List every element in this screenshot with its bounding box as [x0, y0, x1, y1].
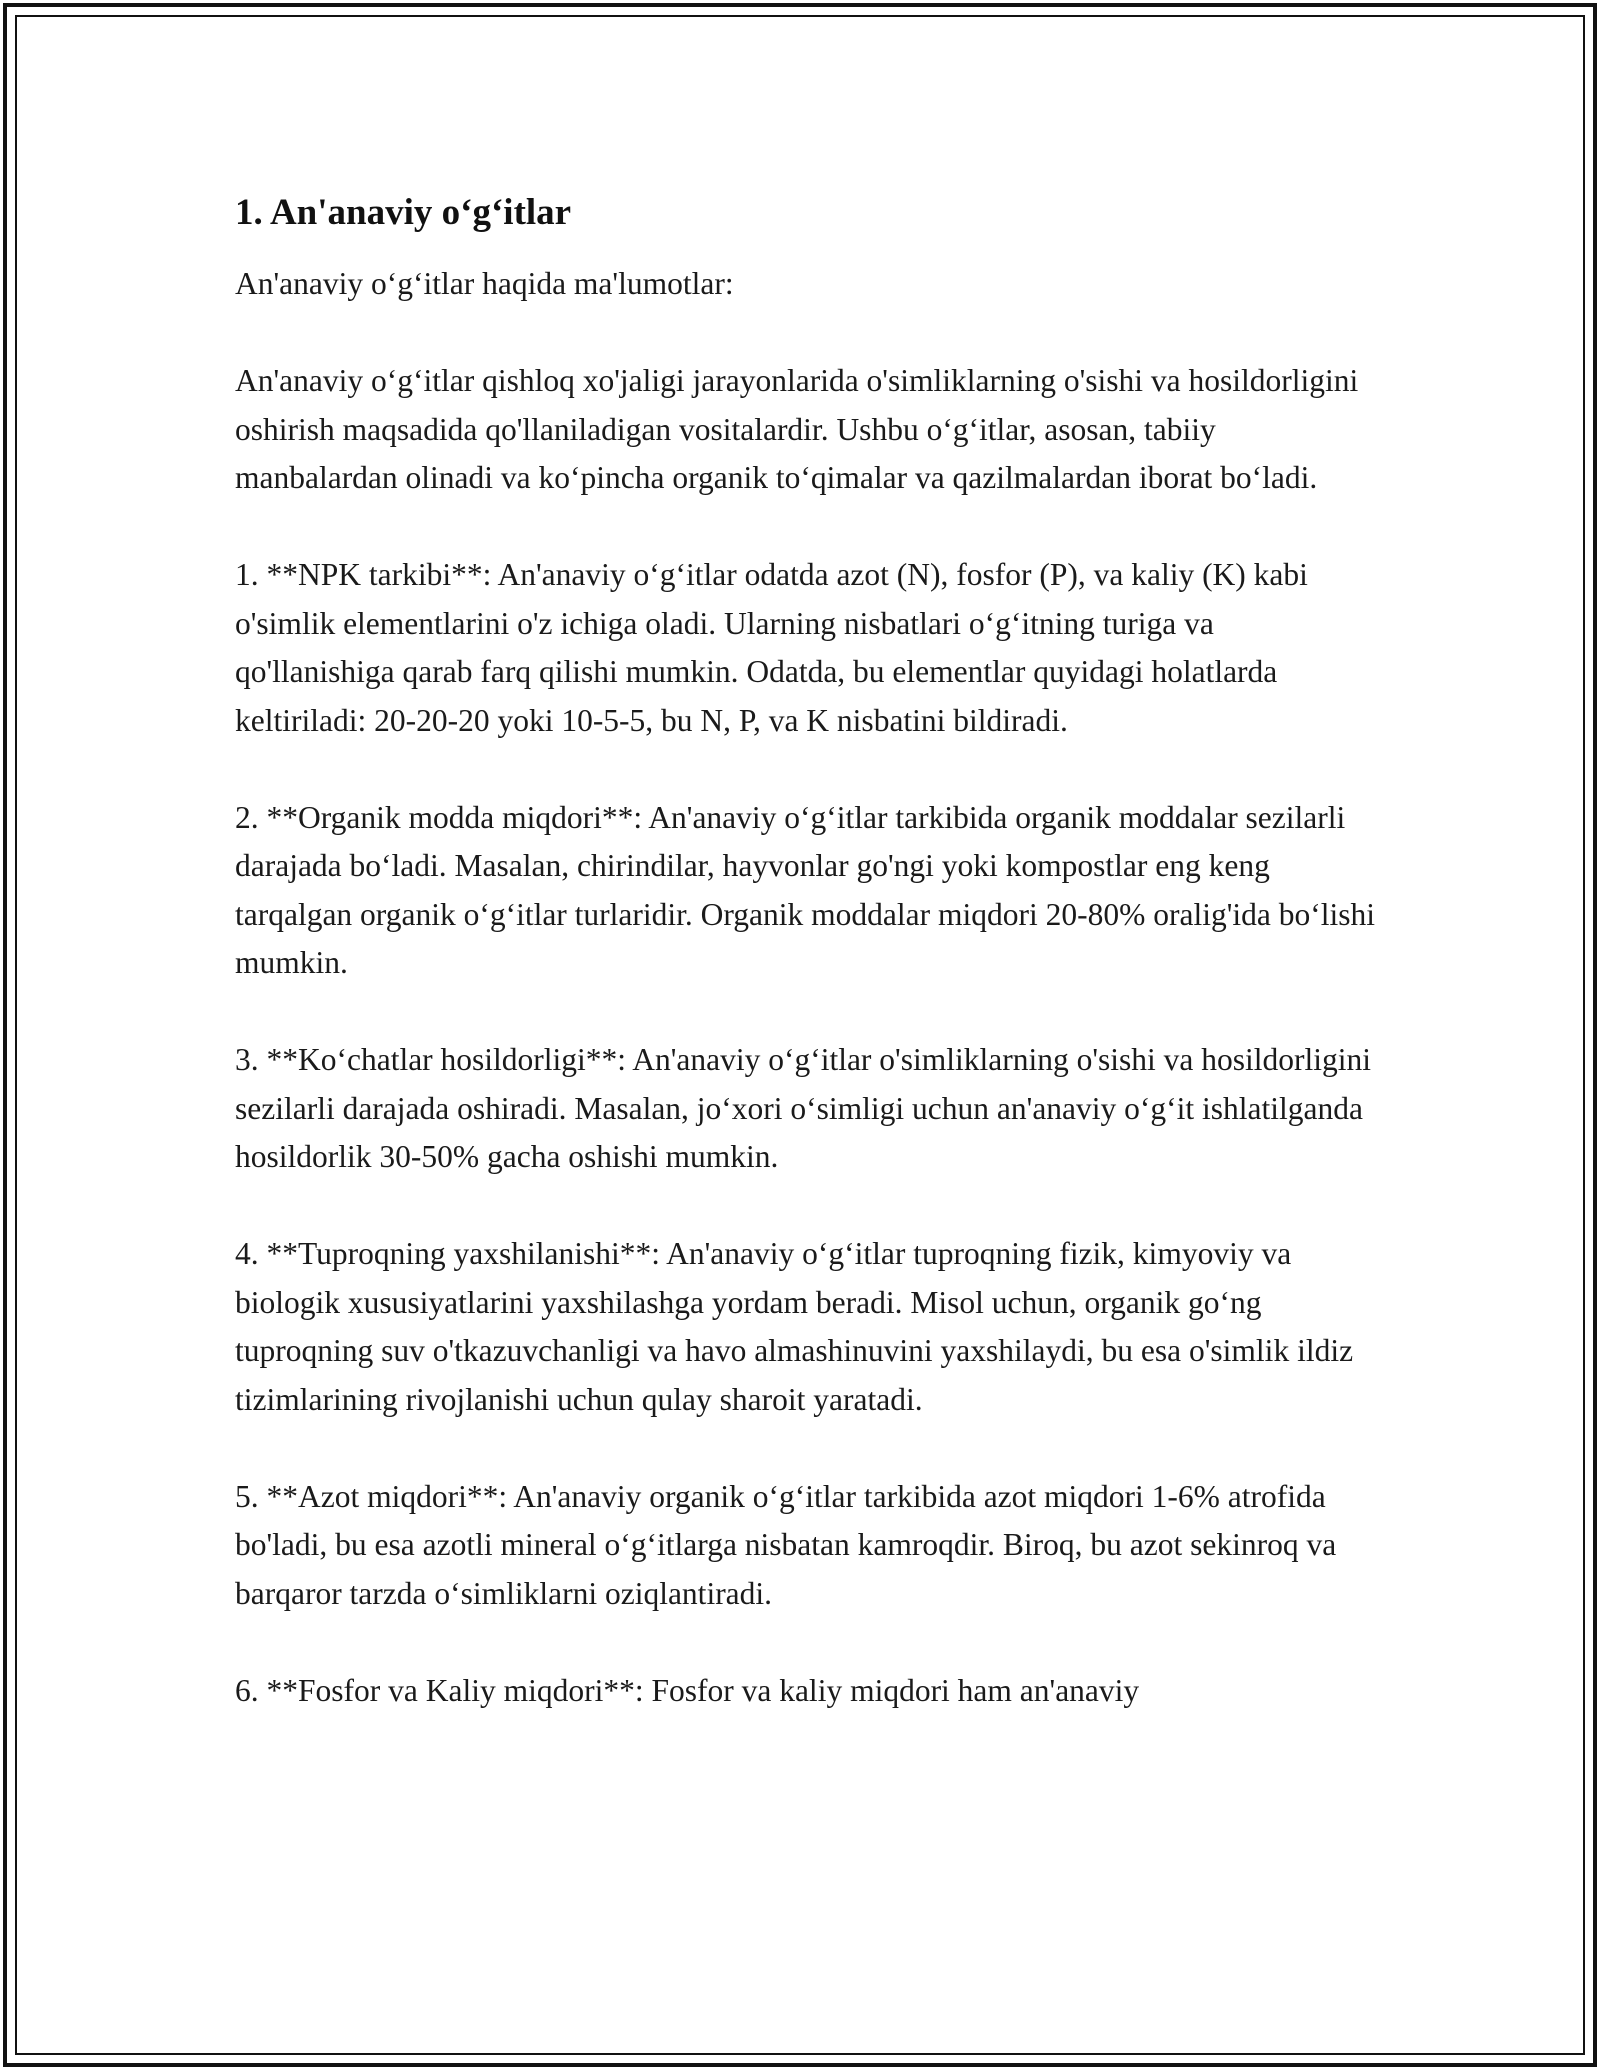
paragraph-npk: 1. **NPK tarkibi**: An'anaviy o‘g‘itlar odatda azot (N), fosfor (P), va kaliy (K) kabi o'simlik elementlarini o'z ichiga oladi. Ularning nisbatlari o‘g‘itning turiga va qo'llanishiga qarab farq qilishi mumkin. Odatda, bu elementlar quyidagi holatlarda keltiriladi: 20-20-20 yoki 10-5-5, bu N, P, va K nisbatini bildiradi. [235, 557, 1308, 738]
paragraph-organic-matter: 2. **Organik modda miqdori**: An'anaviy o‘g‘itlar tarkibida organik moddalar sezilarli darajada bo‘ladi. Masalan, chirindilar, hayvonlar go'ngi yoki kompostlar eng keng tarqalgan organik o‘g‘itlar turlaridir. Organik moddalar miqdori 20-80% oralig'ida bo‘lishi mumkin. [235, 799, 1375, 980]
document-page [235, 188, 1375, 1764]
paragraph-nitrogen: 5. **Azot miqdori**: An'anaviy organik o‘g‘itlar tarkibida azot miqdori 1-6% atrofida bo'ladi, bu esa azotli mineral o‘g‘itlarga nisbatan kamroqdir. Biroq, bu azot sekinroq va barqaror tarzda o‘simliklarni oziqlantiradi. [235, 1478, 1337, 1611]
paragraph-phosphorus-potassium: 6. **Fosfor va Kaliy miqdori**: Fosfor va kaliy miqdori ham an'anaviy [235, 1672, 1140, 1708]
page-title: 1. An'anaviy o‘g‘itlar [235, 192, 572, 233]
paragraph-soil: 4. **Tuproqning yaxshilanishi**: An'anaviy o‘g‘itlar tuproqning fizik, kimyoviy va biologik xususiyatlarini yaxshilashga yordam beradi. Misol uchun, organik go‘ng tuproqning suv o'tkazuvchanligi va havo almashinuvini yaxshilaydi, bu esa o'simlik ildiz tizimlarining rivojlanishi uchun qulay sharoit yaratadi. [235, 1236, 1354, 1417]
paragraph-overview: An'anaviy o‘g‘itlar qishloq xo'jaligi jarayonlarida o'simliklarning o'sishi va hosildorligini oshirish maqsadida qo'llaniladigan vositalardir. Ushbu o‘g‘itlar, asosan, tabiiy manbalardan olinadi va ko‘pincha organik to‘qimalar va qazilmalardan iborat bo‘ladi. [235, 363, 1359, 495]
intro-line: An'anaviy o‘g‘itlar haqida ma'lumotlar: [235, 266, 734, 301]
paragraph-yield: 3. **Ko‘chatlar hosildorligi**: An'anaviy o‘g‘itlar o'simliklarning o'sishi va hosildorligini sezilarli darajada oshiradi. Masalan, jo‘xori o‘simligi uchun an'anaviy o‘g‘it ishlatilganda hosildorlik 30-50% gacha oshishi mumkin. [235, 1042, 1372, 1174]
